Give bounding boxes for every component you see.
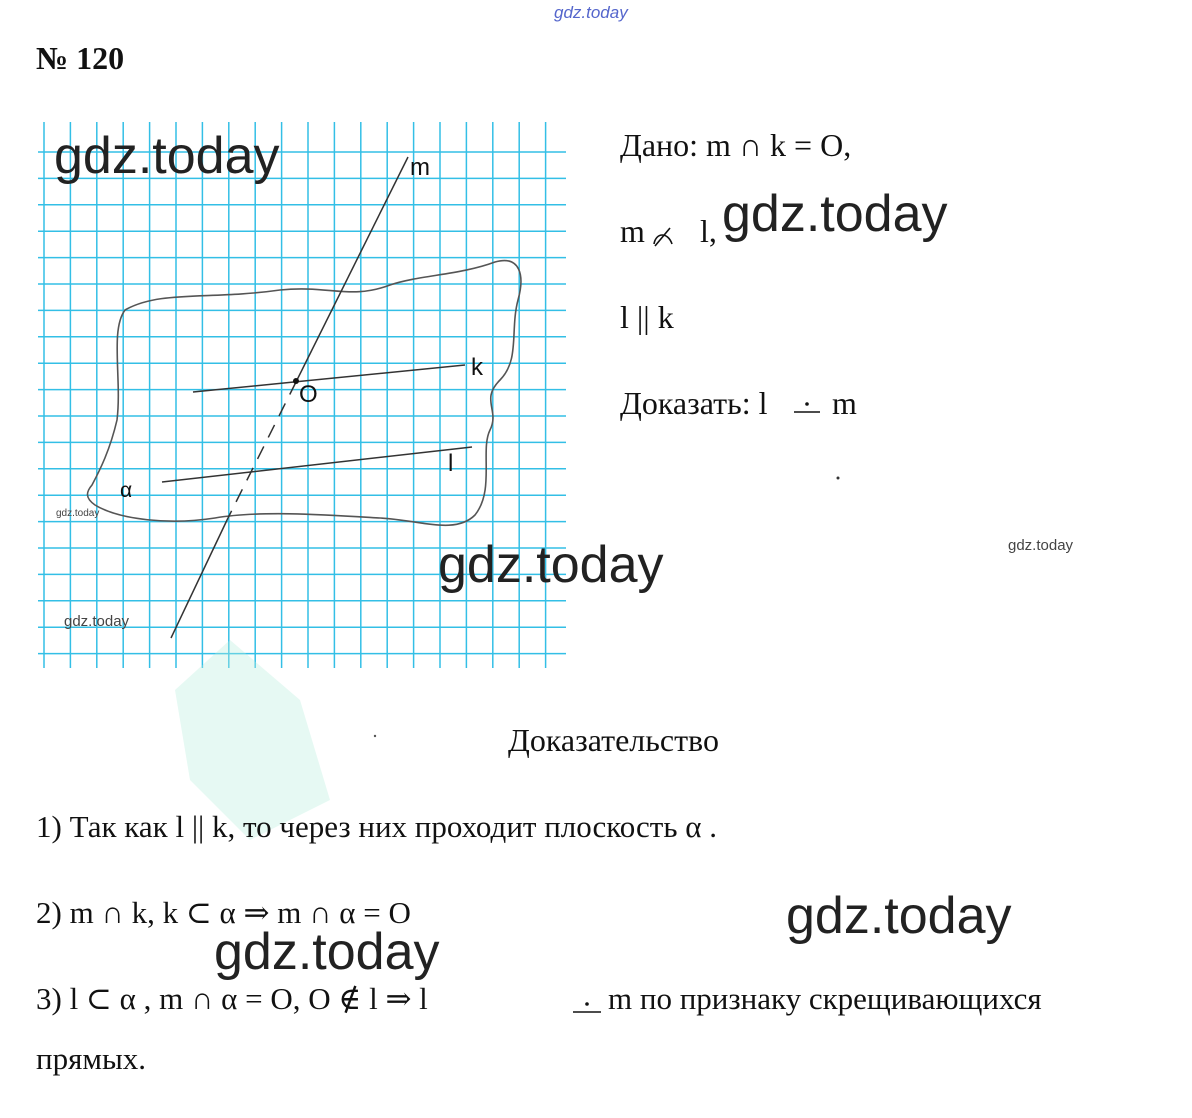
problem-number: № 120 (36, 40, 125, 76)
proof-heading: Доказательство (508, 722, 719, 758)
skew-lines-symbol (794, 402, 820, 412)
watermark-top: gdz.today (554, 3, 628, 22)
proof-step-3-tail: m по признаку скрещивающихся (608, 981, 1042, 1016)
watermark-proof-right: gdz.today (786, 887, 1012, 945)
proof-step-3: 3) l ⊂ α , m ∩ α = O, O ∉ l ⇒ l (36, 981, 428, 1016)
line-m-lower (171, 518, 228, 638)
watermark-proof-left: gdz.today (214, 923, 440, 981)
watermark-figure-small-left: gdz.today (56, 508, 100, 519)
watermark-given: gdz.today (722, 185, 948, 243)
watermark-figure-top: gdz.today (54, 127, 280, 185)
proof-step-1: 1) Так как l || k, то через них проходит плоскость α . (36, 809, 717, 844)
skew-lines-symbol-proof (573, 1002, 601, 1012)
watermark-middle: gdz.today (438, 536, 664, 594)
not-parallel-symbol (654, 228, 672, 246)
proof-step-2: 2) m ∩ k, k ⊂ α ⇒ m ∩ α = O (36, 895, 411, 930)
given-line-1: Дано: m ∩ k = O, (620, 127, 852, 163)
line-k (193, 365, 465, 392)
stray-dot (837, 477, 840, 480)
watermark-figure-small-bottom: gdz.today (64, 613, 130, 630)
label-alpha: α (120, 479, 133, 502)
proof-step-3-continued: прямых. (36, 1041, 147, 1076)
label-O: O (299, 381, 318, 408)
prove-line-a: Доказать: l (620, 385, 768, 421)
given-line-2-l: l, (700, 213, 717, 249)
line-m-upper (296, 157, 408, 382)
stray-dot-2 (374, 735, 376, 737)
prove-line-b: m (832, 385, 857, 421)
line-m-hidden (228, 382, 296, 518)
line-l (162, 447, 472, 482)
given-line-3: l || k (620, 299, 674, 335)
label-l: l (448, 450, 454, 477)
given-line-2-m: m (620, 213, 645, 249)
label-k: k (471, 354, 483, 381)
label-m: m (410, 154, 430, 181)
watermark-mid-right: gdz.today (1008, 537, 1074, 554)
